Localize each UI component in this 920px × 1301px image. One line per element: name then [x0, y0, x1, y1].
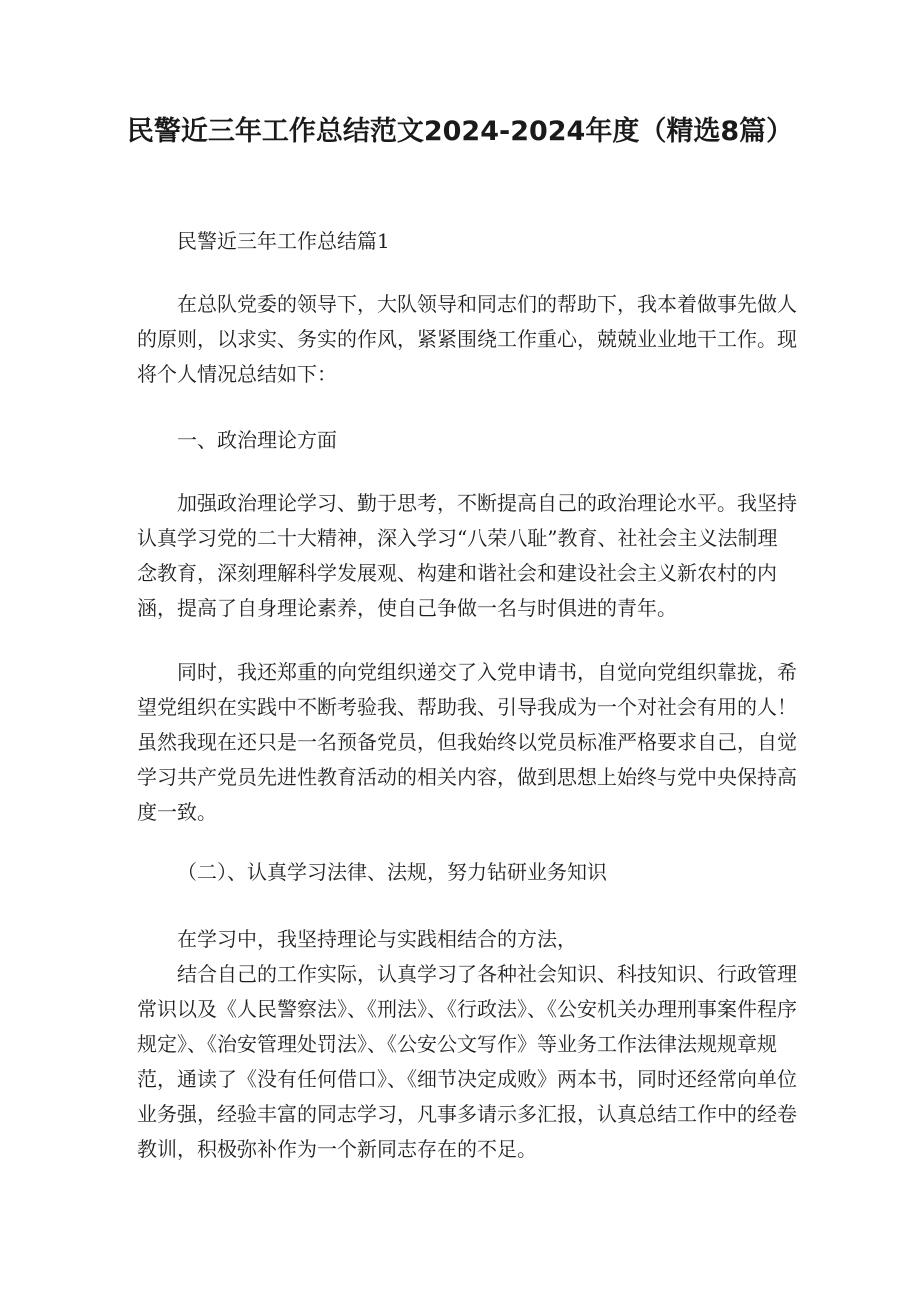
intro-paragraph: 在总队党委的领导下，大队领导和同志们的帮助下，我本着做事先做人的原则，以求实、务实的作风，紧紧围绕工作重心，兢兢业业地干工作。现将个人情况总结如下：: [137, 292, 797, 386]
document-title: 民警近三年工作总结范文2024-2024年度（精选8篇）: [126, 116, 794, 147]
part2-heading: （二）、认真学习法律、法规，努力钻研业务知识: [177, 860, 607, 884]
part2-paragraph-1: 结合自己的工作实际，认真学习了各种社会知识、科技知识、行政管理常识以及《人民警察法》、《刑法》、《行政法》、《公安机关办理刑事案件程序规定》、《治安管理处罚法》、《公安公文写作》等业务工作法律法规规章规范，通读了《没有任何借口》、《细节决定成败》两本书，同时还经常向单位业务强，经验丰富的同志学习，凡事多请示多汇报，认真总结工作中的经卷教训，积极弥补作为一个新同志存在的不足。: [137, 962, 797, 1161]
part1-heading: 一、政治理论方面: [177, 428, 337, 452]
part1-paragraph-1: 加强政治理论学习、勤于思考，不断提高自己的政治理论水平。我坚持认真学习党的二十大精神，深入学习“八荣八耻”教育、社社会主义法制理念教育，深刻理解科学发展观、构建和谐社会和建设社会主义新农村的内涵，提高了自身理论素养，使自己争做一名与时俱进的青年。: [137, 491, 797, 620]
part2-first-line: 在学习中，我坚持理论与实践相结合的方法，: [177, 927, 577, 951]
part1-paragraph-2: 同时，我还郑重的向党组织递交了入党申请书，自觉向党组织靠拢，希望党组织在实践中不断考验我、帮助我、引导我成为一个对社会有用的人！虽然我现在还只是一名预备党员，但我始终以党员标准严格要求自己，自觉学习共产党员先进性教育活动的相关内容，做到思想上始终与党中央保持高度一致。: [137, 660, 797, 824]
section-heading: 民警近三年工作总结篇1: [177, 229, 390, 253]
